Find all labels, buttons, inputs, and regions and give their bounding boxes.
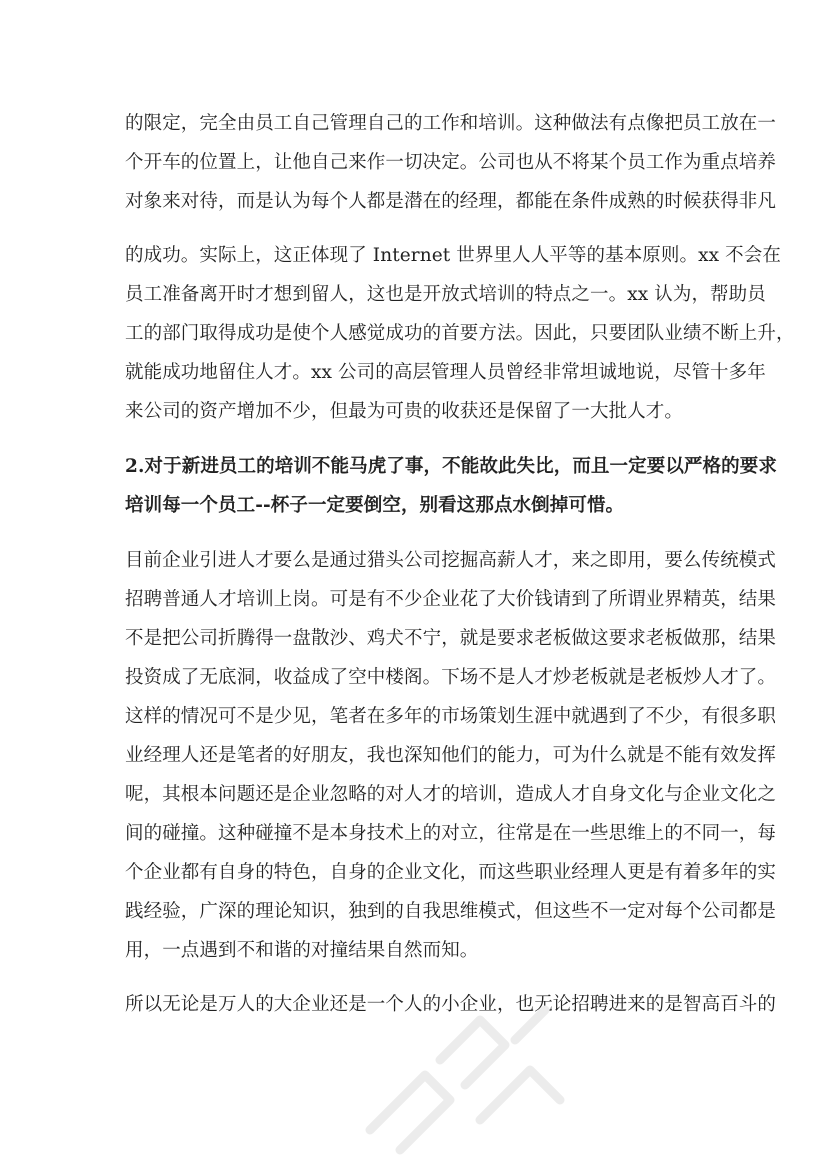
paragraph-line: 对象来对待，而是认为每个人都是潜在的经理，都能在条件成熟的时候获得非凡 [125,191,777,212]
paragraph-line: 员工准备离开时才想到留人，这也是开放式培训的特点之一。xx 认为，帮助员 [125,284,766,305]
paragraph-line: 践经验，广深的理论知识，独到的自我思维模式，但这些不一定对每个公司都是 [125,901,777,922]
paragraph-line: 不是把公司折腾得一盘散沙、鸡犬不宁，就是要求老板做这要求老板做那，结果 [125,628,777,649]
paragraph-line: 间的碰撞。这种碰撞不是本身技术上的对立，往常是在一些思维上的不同一，每 [125,823,777,844]
section-heading-line: 培训每一个员工--杯子一定要倒空，别看这那点水倒掉可惜。 [125,495,625,516]
paragraph-line: 目前企业引进人才要么是通过猎头公司挖掘高薪人才，来之即用，要么传统模式 [125,550,777,571]
paragraph-line: 这样的情况可不是少见，笔者在多年的市场策划生涯中就遇到了不少，有很多职 [125,706,777,727]
paragraph-line: 招聘普通人才培训上岗。可是有不少企业花了大价钱请到了所谓业界精英，结果 [125,589,777,610]
section-heading-line: 2.对于新进员工的培训不能马虎了事，不能故此失比，而且一定要以严格的要求 [125,456,777,477]
paragraph-line: 来公司的资产增加不少，但最为可贵的收获还是保留了一大批人才。 [125,401,684,422]
paragraph-line: 呢，其根本问题还是企业忽略的对人才的培训，造成人才自身文化与企业文化之 [125,784,777,805]
paragraph-line: 就能成功地留住人才。xx 公司的高层管理人员曾经非常坦诚地说，尽管十多年 [125,362,766,383]
paragraph-line: 的限定，完全由员工自己管理自己的工作和培训。这种做法有点像把员工放在一 [125,113,777,134]
paragraph-line: 投资成了无底洞，收益成了空中楼阁。下场不是人才炒老板就是老板炒人才了。 [125,667,777,688]
paragraph-line: 工的部门取得成功是使个人感觉成功的首要方法。因此，只要团队业绩不断上升， [125,323,795,344]
paragraph-line: 个开车的位置上，让他自己来作一切决定。公司也从不将某个员工作为重点培养 [125,152,777,173]
paragraph-line: 用，一点遇到不和谐的对撞结果自然而知。 [125,940,479,961]
paragraph-line: 所以无论是万人的大企业还是一个人的小企业，也无论招聘进来的是智高百斗的 [125,994,777,1015]
paragraph-line: 业经理人还是笔者的好朋友，我也深知他们的能力，可为什么就是不能有效发挥 [125,745,777,766]
paragraph-line: 个企业都有自身的特色，自身的企业文化，而这些职业经理人更是有着多年的实 [125,862,777,883]
paragraph-line: 的成功。实际上，这正体现了 Internet 世界里人人平等的基本原则。xx 不会在 [125,245,781,266]
